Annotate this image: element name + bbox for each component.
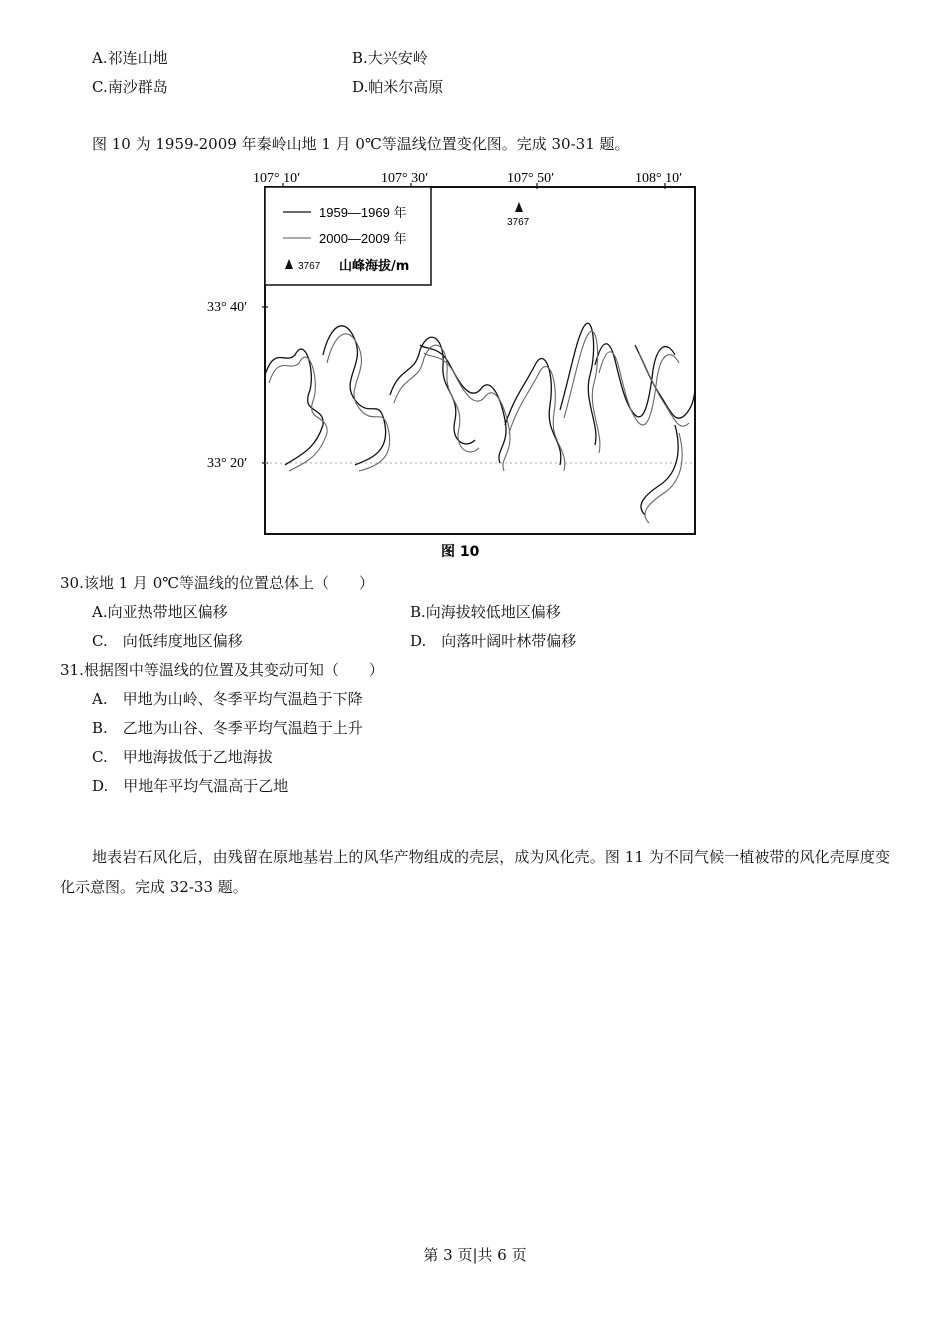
- peak-label: 3767: [507, 217, 530, 228]
- q29-option-d: D.帕米尔高原: [352, 78, 444, 96]
- q30-option-c: C. 向低纬度地区偏移: [92, 632, 243, 650]
- q30-option-d: D. 向落叶阔叶林带偏移: [410, 632, 577, 650]
- q30-option-b: B.向海拔较低地区偏移: [410, 603, 561, 621]
- figure-caption: 图 10: [441, 544, 480, 560]
- tick-top-4: 108° 10′: [635, 171, 683, 186]
- figure-10: [205, 165, 705, 560]
- q29-option-a: A.祁连山地: [92, 49, 168, 67]
- legend-label-2000: 2000—2009 年: [319, 231, 407, 246]
- figure-10-intro: 图 10 为 1959-2009 年秦岭山地 1 月 0℃等温线位置变化图。完成 30-31 题。: [92, 135, 630, 153]
- q31-stem: 31.根据图中等温线的位置及其变动可知（ ）: [60, 661, 384, 679]
- q31-option-d: D. 甲地年平均气温高于乙地: [92, 777, 289, 795]
- legend-label-1959: 1959—1969 年: [319, 205, 407, 220]
- peak-icon: [515, 202, 523, 212]
- isotherm-1959-1969: [265, 323, 695, 515]
- q31-option-b: B. 乙地为山谷、冬季平均气温趋于上升: [92, 719, 363, 737]
- q31-option-a: A. 甲地为山岭、冬季平均气温趋于下降: [92, 690, 363, 708]
- figure-10-map: [205, 165, 705, 560]
- q31-option-c: C. 甲地海拔低于乙地海拔: [92, 748, 273, 766]
- tick-left-2: 33° 20′: [207, 456, 248, 471]
- q29-option-b: B.大兴安岭: [352, 49, 428, 67]
- legend-peak-value: 3767: [298, 261, 321, 272]
- q30-stem: 30.该地 1 月 0℃等温线的位置总体上（ ）: [60, 574, 375, 592]
- tick-top-2: 107° 30′: [381, 171, 429, 186]
- legend-peak-label: 山峰海拔/m: [339, 259, 410, 274]
- page-footer: 第 3 页|共 6 页: [423, 1246, 527, 1264]
- passage-32-33: 地表岩石风化后，由残留在原地基岩上的风华产物组成的壳层，成为风化壳。图 11 为不同气候一植被带的风化壳厚度变化示意图。完成 32-33 题。: [60, 848, 890, 896]
- tick-top-3: 107° 50′: [507, 171, 555, 186]
- tick-top-1: 107° 10′: [253, 171, 301, 186]
- q30-option-a: A.向亚热带地区偏移: [92, 603, 228, 621]
- q29-option-c: C.南沙群岛: [92, 78, 168, 96]
- isotherm-2000-2009: [269, 331, 689, 523]
- tick-left-1: 33° 40′: [207, 300, 248, 315]
